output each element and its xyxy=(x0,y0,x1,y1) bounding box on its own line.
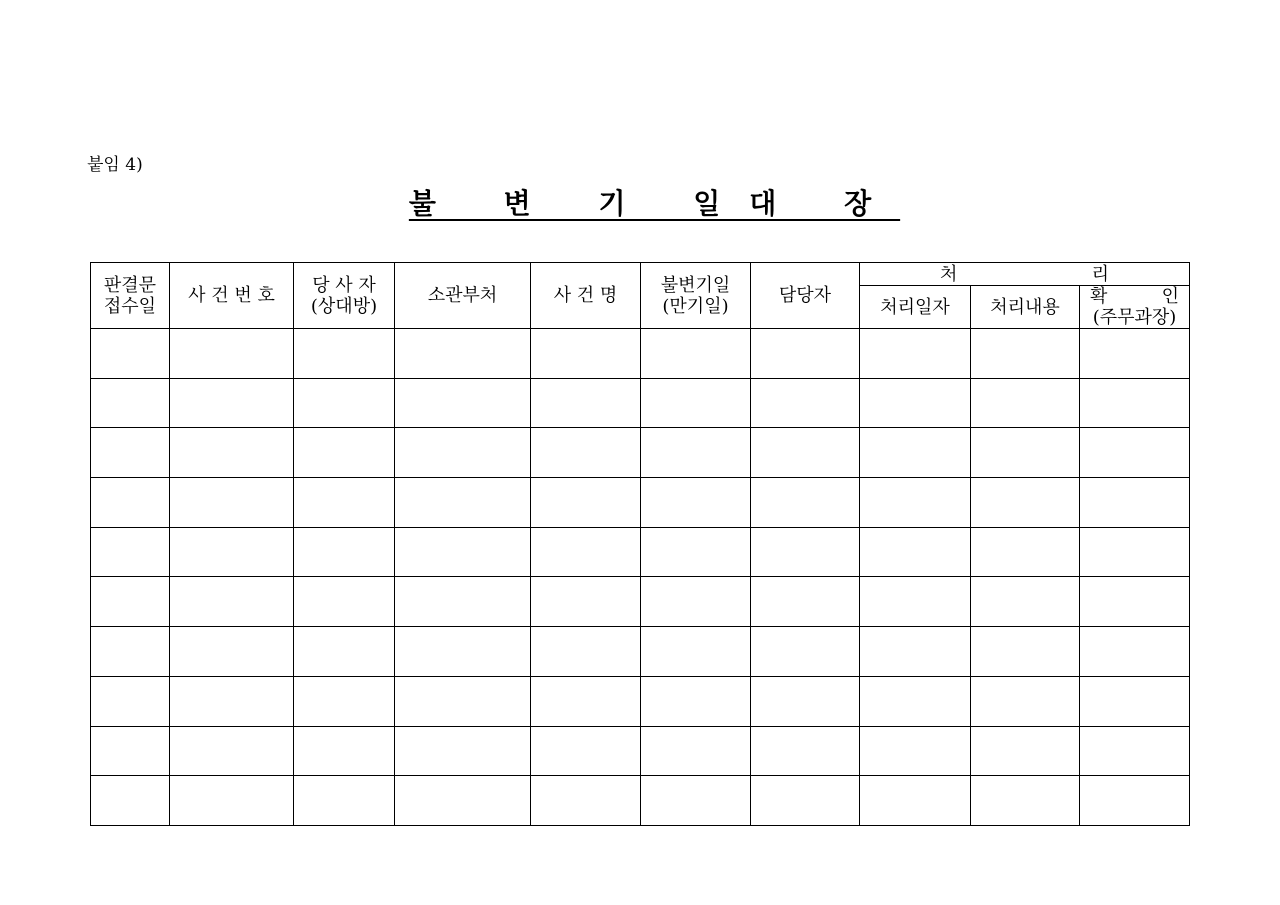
table-cell[interactable] xyxy=(751,378,860,428)
table-cell[interactable] xyxy=(1080,627,1190,677)
table-cell[interactable] xyxy=(395,378,531,428)
table-row xyxy=(91,726,1190,776)
table-row xyxy=(91,676,1190,726)
table-cell[interactable] xyxy=(395,527,531,577)
table-cell[interactable] xyxy=(971,577,1080,627)
table-cell[interactable] xyxy=(751,527,860,577)
table-cell[interactable] xyxy=(91,726,170,776)
table-cell[interactable] xyxy=(641,527,751,577)
table-cell[interactable] xyxy=(91,527,170,577)
table-row xyxy=(91,776,1190,826)
table-cell[interactable] xyxy=(641,776,751,826)
table-cell[interactable] xyxy=(971,527,1080,577)
title-text: 불 변 기 일대 장 xyxy=(408,187,901,220)
table-cell[interactable] xyxy=(294,428,395,478)
table-cell[interactable] xyxy=(395,627,531,677)
table-cell[interactable] xyxy=(531,627,641,677)
table-cell[interactable] xyxy=(170,726,294,776)
table-row xyxy=(91,627,1190,677)
table-cell[interactable] xyxy=(971,329,1080,379)
table-cell[interactable] xyxy=(751,776,860,826)
table-cell[interactable] xyxy=(531,329,641,379)
table-cell[interactable] xyxy=(971,676,1080,726)
table-cell[interactable] xyxy=(294,378,395,428)
table-cell[interactable] xyxy=(751,627,860,677)
table-cell[interactable] xyxy=(170,577,294,627)
header-processing-content: 처리내용 xyxy=(971,286,1080,329)
page-title xyxy=(0,182,1280,222)
header-row-top xyxy=(91,263,1190,286)
table-cell[interactable] xyxy=(860,776,971,826)
table-cell[interactable] xyxy=(1080,676,1190,726)
table-row xyxy=(91,378,1190,428)
table-cell[interactable] xyxy=(1080,726,1190,776)
table-cell[interactable] xyxy=(395,676,531,726)
table-cell[interactable] xyxy=(531,527,641,577)
table-cell[interactable] xyxy=(1080,527,1190,577)
header-confirm: 확 인 (주무과장) xyxy=(1080,286,1190,329)
table-cell[interactable] xyxy=(860,577,971,627)
table-cell[interactable] xyxy=(751,726,860,776)
table-cell[interactable] xyxy=(91,428,170,478)
header-processing: 처 리 xyxy=(860,263,1190,286)
table-row xyxy=(91,428,1190,478)
table-cell[interactable] xyxy=(91,776,170,826)
table-cell[interactable] xyxy=(294,329,395,379)
table-cell[interactable] xyxy=(531,776,641,826)
table-cell[interactable] xyxy=(531,428,641,478)
table-cell[interactable] xyxy=(641,627,751,677)
table-cell[interactable] xyxy=(395,428,531,478)
table-cell[interactable] xyxy=(170,627,294,677)
table-cell[interactable] xyxy=(531,378,641,428)
table-row xyxy=(91,527,1190,577)
table-cell[interactable] xyxy=(294,776,395,826)
header-person-in-charge: 담당자 xyxy=(751,263,860,329)
table-cell[interactable] xyxy=(170,527,294,577)
table-cell[interactable] xyxy=(170,329,294,379)
header-processing-date: 처리일자 xyxy=(860,286,971,329)
table-cell[interactable] xyxy=(531,577,641,627)
table-cell[interactable] xyxy=(294,726,395,776)
table-cell[interactable] xyxy=(641,378,751,428)
table-cell[interactable] xyxy=(751,676,860,726)
table-cell[interactable] xyxy=(641,329,751,379)
table-cell[interactable] xyxy=(860,428,971,478)
table-cell[interactable] xyxy=(91,329,170,379)
table-cell[interactable] xyxy=(395,478,531,528)
header-party: 당 사 자 (상대방) xyxy=(294,263,395,329)
table-cell[interactable] xyxy=(860,726,971,776)
table-cell[interactable] xyxy=(395,329,531,379)
table-cell[interactable] xyxy=(531,478,641,528)
table-cell[interactable] xyxy=(751,329,860,379)
table-cell[interactable] xyxy=(170,776,294,826)
table-cell[interactable] xyxy=(294,527,395,577)
table-cell[interactable] xyxy=(1080,329,1190,379)
header-case-name: 사 건 명 xyxy=(531,263,641,329)
table-cell[interactable] xyxy=(170,478,294,528)
table-cell[interactable] xyxy=(91,577,170,627)
table-cell[interactable] xyxy=(294,577,395,627)
table-cell[interactable] xyxy=(641,676,751,726)
table-cell[interactable] xyxy=(531,676,641,726)
table-cell[interactable] xyxy=(751,478,860,528)
table-cell[interactable] xyxy=(971,627,1080,677)
table-cell[interactable] xyxy=(170,378,294,428)
table-cell[interactable] xyxy=(860,627,971,677)
table-cell[interactable] xyxy=(860,527,971,577)
table-cell[interactable] xyxy=(395,577,531,627)
table-cell[interactable] xyxy=(971,378,1080,428)
table-cell[interactable] xyxy=(860,676,971,726)
table-cell[interactable] xyxy=(91,627,170,677)
table-cell[interactable] xyxy=(971,726,1080,776)
table-cell[interactable] xyxy=(531,726,641,776)
table-cell[interactable] xyxy=(971,776,1080,826)
table-cell[interactable] xyxy=(641,726,751,776)
table-cell[interactable] xyxy=(170,676,294,726)
table-cell[interactable] xyxy=(1080,776,1190,826)
table-cell[interactable] xyxy=(91,478,170,528)
table-row xyxy=(91,329,1190,379)
table-cell[interactable] xyxy=(1080,478,1190,528)
table-cell[interactable] xyxy=(860,478,971,528)
header-case-number: 사 건 번 호 xyxy=(170,263,294,329)
table-cell[interactable] xyxy=(170,428,294,478)
header-receipt-date: 판결문 접수일 xyxy=(91,263,170,329)
table-cell[interactable] xyxy=(641,428,751,478)
ledger-table xyxy=(90,262,1190,826)
table-cell[interactable] xyxy=(860,329,971,379)
table-row xyxy=(91,577,1190,627)
table-cell[interactable] xyxy=(91,378,170,428)
table-cell[interactable] xyxy=(641,577,751,627)
table-cell[interactable] xyxy=(395,726,531,776)
table-cell[interactable] xyxy=(294,478,395,528)
attachment-label: 붙임 4) xyxy=(87,155,143,175)
table-cell[interactable] xyxy=(1080,428,1190,478)
table-cell[interactable] xyxy=(641,478,751,528)
table-cell[interactable] xyxy=(395,776,531,826)
table-cell[interactable] xyxy=(751,428,860,478)
table-row xyxy=(91,478,1190,528)
header-deadline: 불변기일 (만기일) xyxy=(641,263,751,329)
table-cell[interactable] xyxy=(294,676,395,726)
header-department: 소관부처 xyxy=(395,263,531,329)
table-cell[interactable] xyxy=(860,378,971,428)
table-cell[interactable] xyxy=(1080,378,1190,428)
table-cell[interactable] xyxy=(751,577,860,627)
table-cell[interactable] xyxy=(971,478,1080,528)
table-cell[interactable] xyxy=(1080,577,1190,627)
table-cell[interactable] xyxy=(294,627,395,677)
table-cell[interactable] xyxy=(971,428,1080,478)
table-cell[interactable] xyxy=(91,676,170,726)
